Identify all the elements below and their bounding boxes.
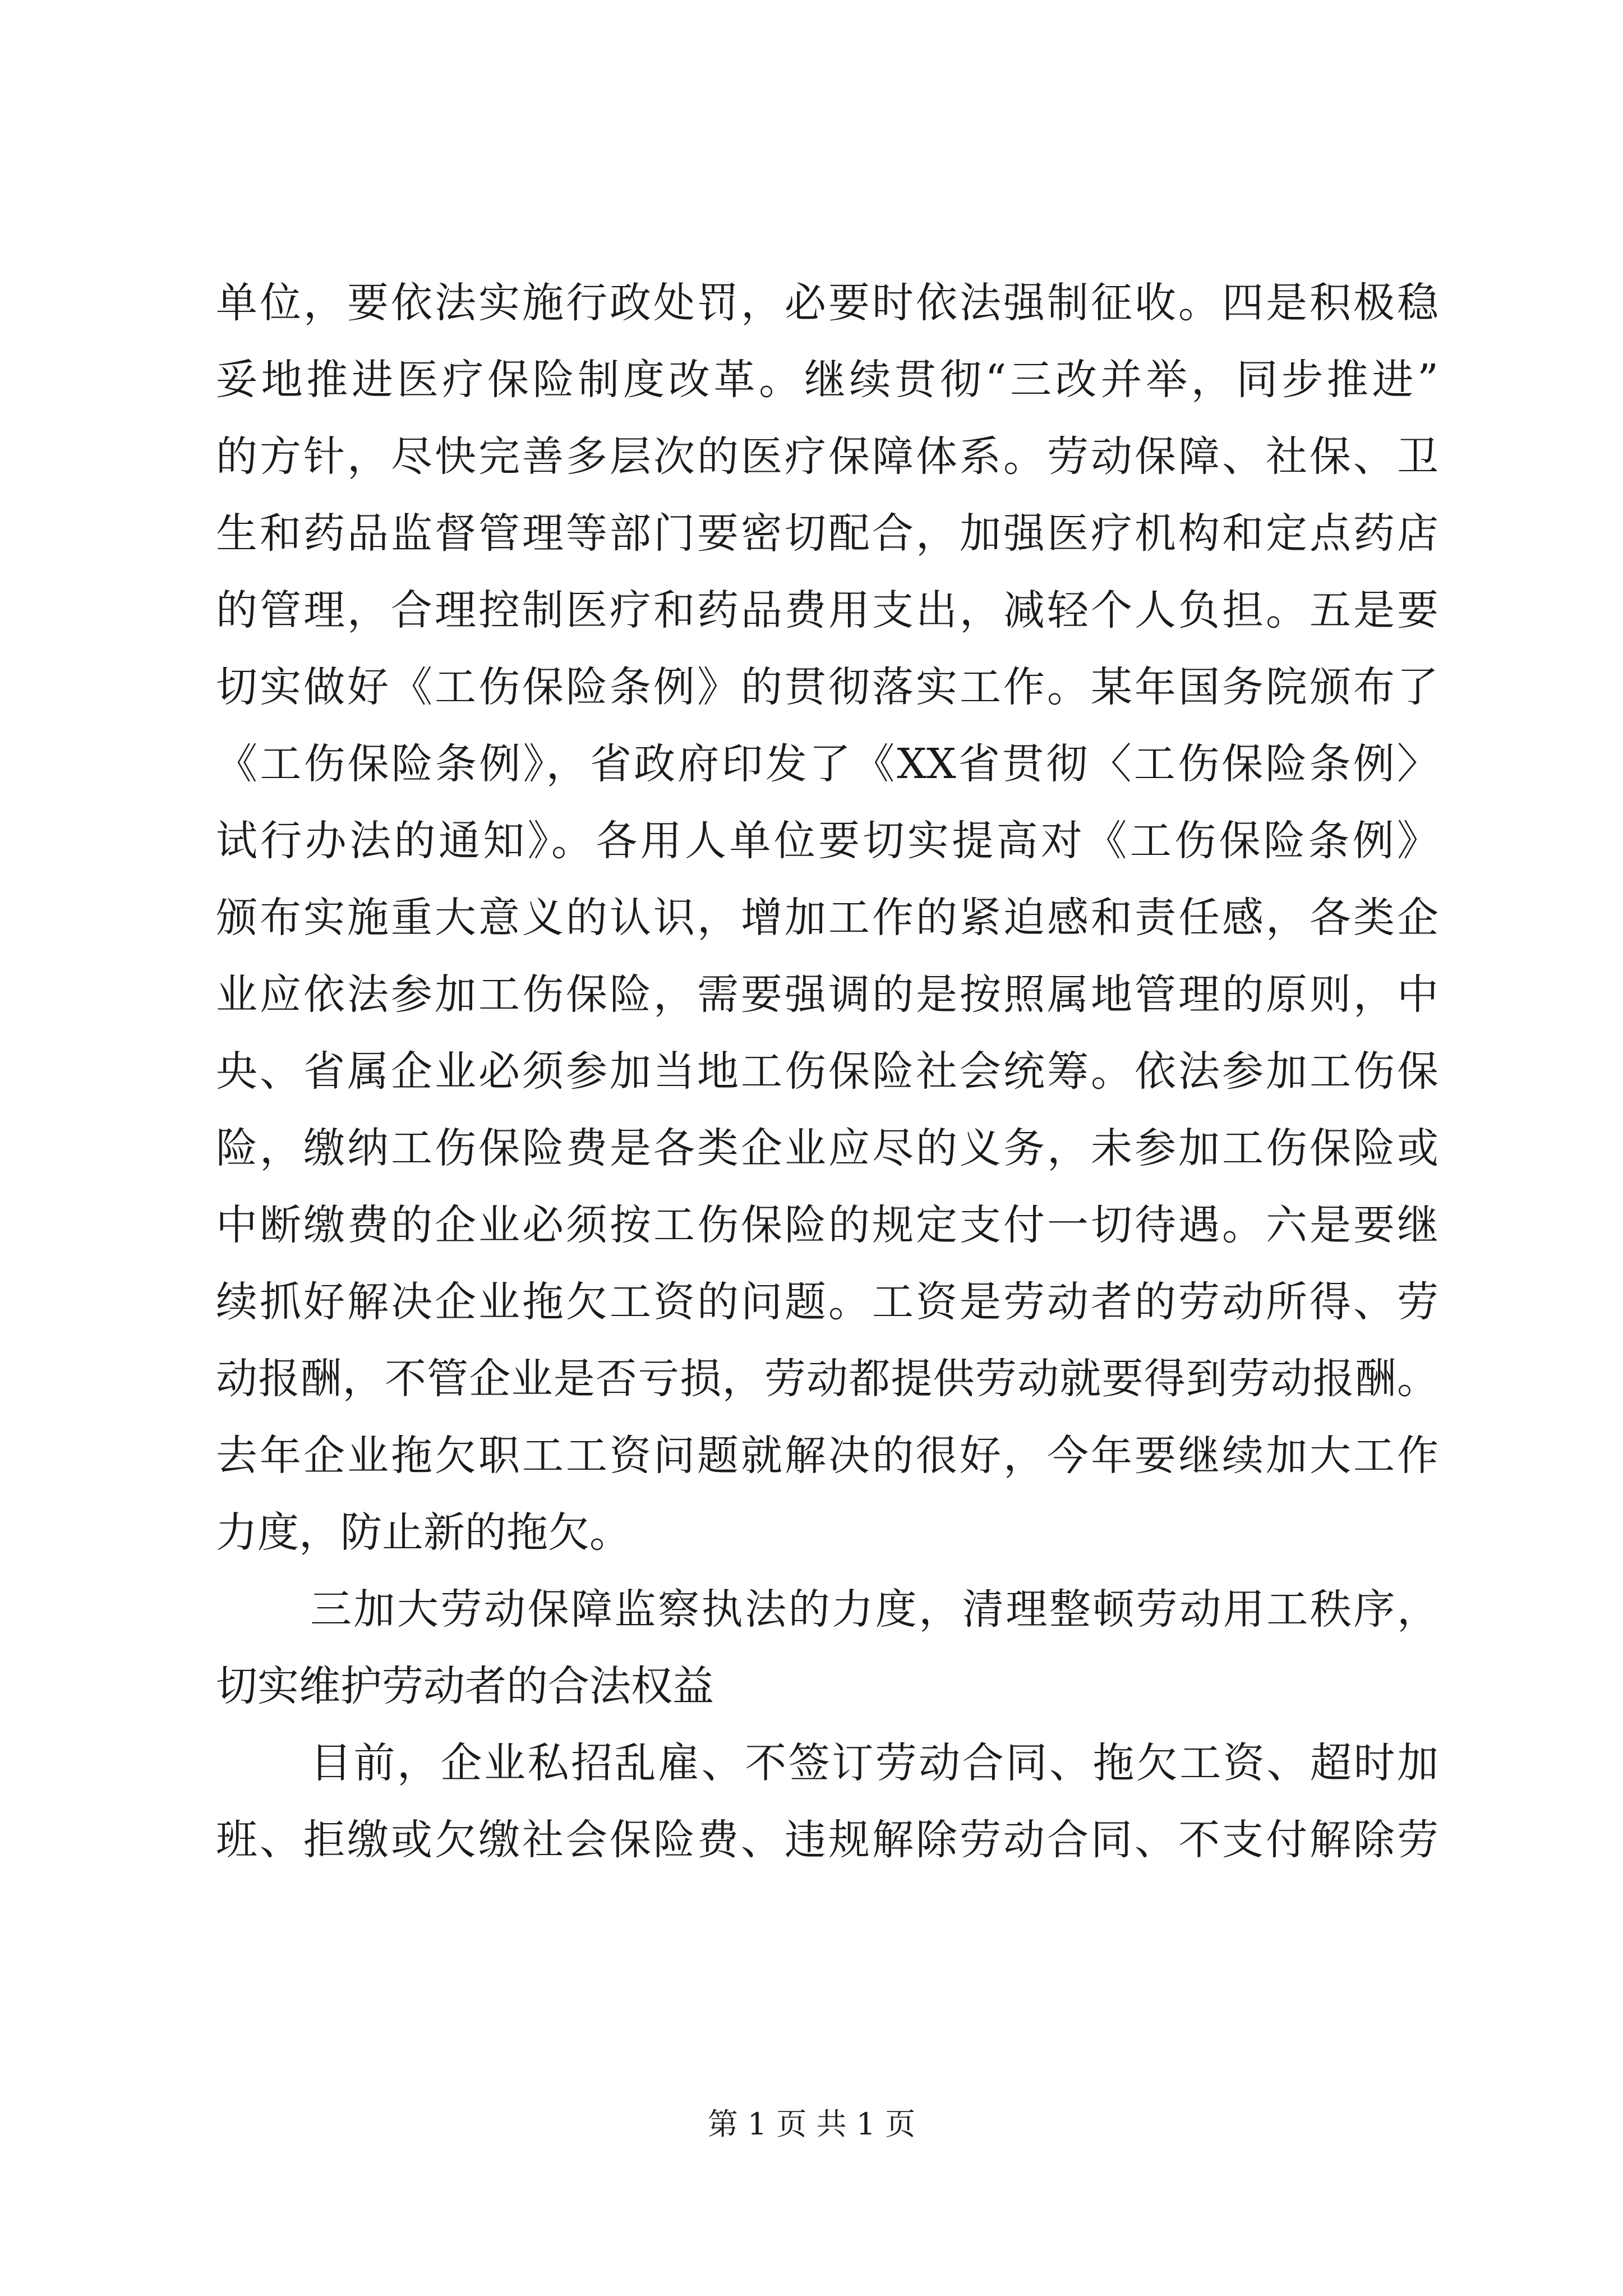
text-line: 动报酬，不管企业是否亏损，劳动都提供劳动就要得到劳动报酬。 xyxy=(216,1355,1438,1403)
paragraph-1 xyxy=(216,265,1438,1571)
section-heading xyxy=(216,1571,1438,1725)
text-line: 去年企业拖欠职工工资问题就解决的很好，今年要继续加大工作 xyxy=(216,1432,1438,1480)
text-line: 《工伤保险条例》，省政府印发了《XX省贯彻〈工伤保险条例〉 xyxy=(216,740,1438,788)
text-line: 颁布实施重大意义的认识，增加工作的紧迫感和责任感，各类企 xyxy=(216,894,1438,942)
text-line: 切实做好《工伤保险条例》的贯彻落实工作。某年国务院颁布了 xyxy=(216,663,1438,711)
text-line: 的方针，尽快完善多层次的医疗保障体系。劳动保障、社保、卫 xyxy=(216,432,1438,481)
text-line: 业应依法参加工伤保险，需要强调的是按照属地管理的原则，中 xyxy=(216,970,1438,1019)
text-line: 险，缴纳工伤保险费是各类企业应尽的义务，未参加工伤保险或 xyxy=(216,1124,1438,1172)
text-line: 试行办法的通知》。各用人单位要切实提高对《工伤保险条例》 xyxy=(216,817,1438,865)
text-line: 央、省属企业必须参加当地工伤保险社会统筹。依法参加工伤保 xyxy=(216,1047,1438,1096)
text-line: 生和药品监督管理等部门要密切配合，加强医疗机构和定点药店 xyxy=(216,509,1438,558)
text-line: 班、拒缴或欠缴社会保险费、违规解除劳动合同、不支付解除劳 xyxy=(216,1816,1438,1864)
text-line: 三加大劳动保障监察执法的力度，清理整顿劳动用工秩序， xyxy=(310,1585,1438,1634)
text-line: 中断缴费的企业必须按工伤保险的规定支付一切待遇。六是要继 xyxy=(216,1201,1438,1249)
text-line: 续抓好解决企业拖欠工资的问题。工资是劳动者的劳动所得、劳 xyxy=(216,1278,1438,1326)
text-line: 切实维护劳动者的合法权益 xyxy=(216,1662,714,1710)
paragraph-3 xyxy=(216,1725,1438,1879)
page-footer: 第 1 页 共 1 页 xyxy=(707,2106,916,2142)
text-line: 目前，企业私招乱雇、不签订劳动合同、拖欠工资、超时加 xyxy=(310,1739,1438,1787)
text-line: 的管理，合理控制医疗和药品费用支出，减轻个人负担。五是要 xyxy=(216,586,1438,634)
text-line: 单位，要依法实施行政处罚，必要时依法强制征收。四是积极稳 xyxy=(216,279,1438,327)
text-line: 妥地推进医疗保险制度改革。继续贯彻“三改并举，同步推进” xyxy=(216,356,1438,404)
document-body xyxy=(216,265,1438,1879)
text-line: 力度，防止新的拖欠。 xyxy=(216,1508,631,1557)
